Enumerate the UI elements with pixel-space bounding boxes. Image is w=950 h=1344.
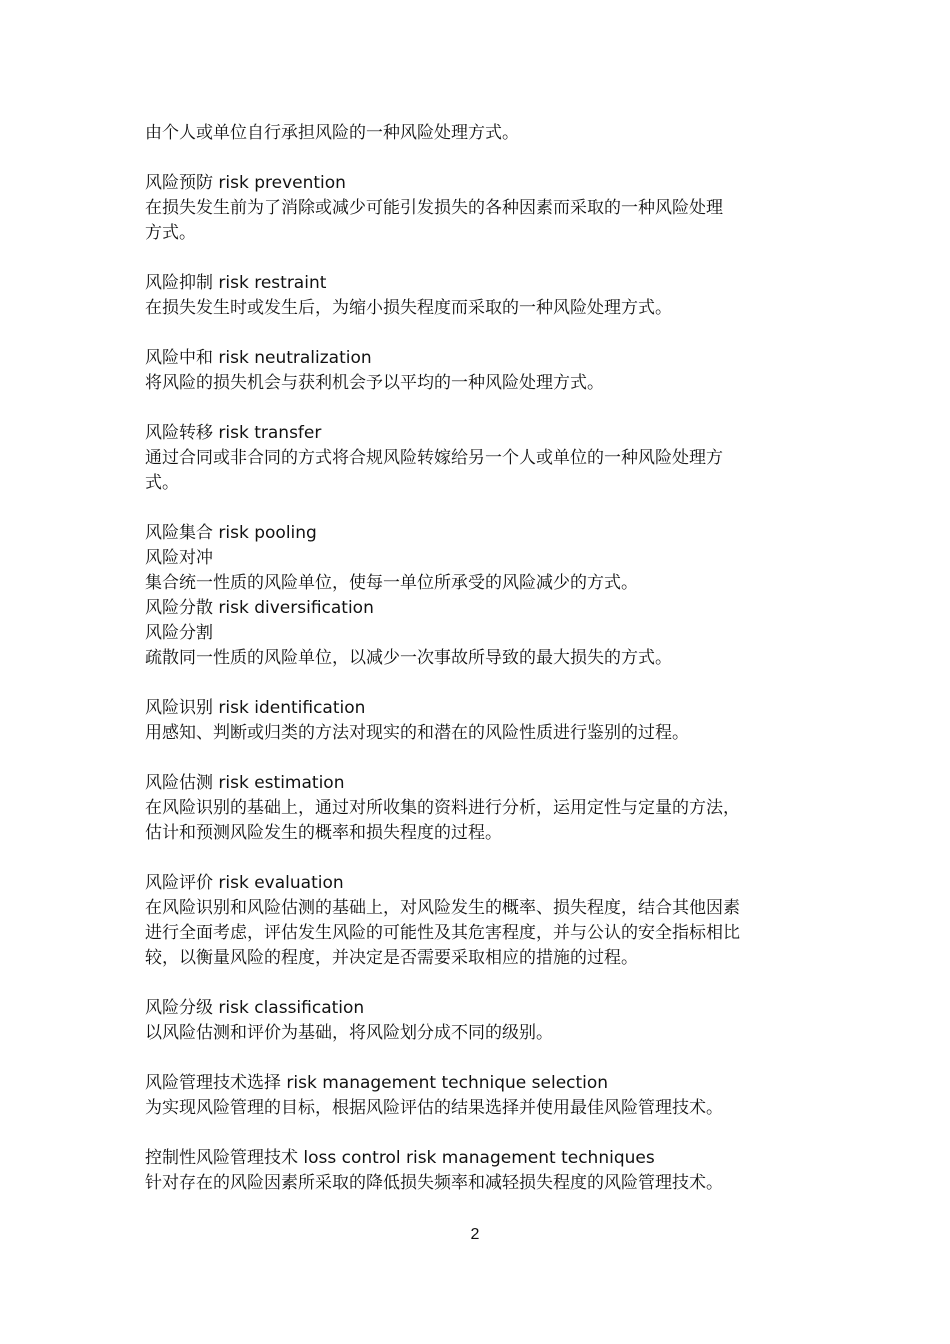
page-number: 2: [470, 1226, 480, 1243]
term-heading: 风险识别 risk identification: [145, 698, 366, 718]
blank-line: [145, 971, 825, 996]
term-heading: 风险中和 risk neutralization: [145, 348, 372, 368]
definition-line: 针对存在的风险因素所采取的降低损失频率和减轻损失程度的风险管理技术。: [145, 1173, 723, 1193]
term-heading: 控制性风险管理技术 loss control risk management techniques: [145, 1148, 655, 1168]
definition-line: 式。: [145, 473, 179, 493]
blank-line: [145, 1046, 825, 1071]
definition-line: 集合统一性质的风险单位，使每一单位所承受的风险减少的方式。: [145, 573, 638, 593]
term-heading: 风险管理技术选择 risk management technique selection: [145, 1073, 609, 1093]
definition-line: 通过合同或非合同的方式将合规风险转嫁给另一个人或单位的一种风险处理方: [145, 448, 723, 468]
definition-line: 疏散同一性质的风险单位，以减少一次事故所导致的最大损失的方式。: [145, 648, 672, 668]
blank-line: [145, 1121, 825, 1146]
definition-line: 估计和预测风险发生的概率和损失程度的过程。: [145, 823, 502, 843]
document-body: [145, 121, 825, 1196]
definition-line: 方式。: [145, 223, 196, 243]
blank-line: [145, 321, 825, 346]
definition-line: 为实现风险管理的目标，根据风险评估的结果选择并使用最佳风险管理技术。: [145, 1098, 723, 1118]
blank-line: [145, 846, 825, 871]
term-heading: 风险集合 risk pooling: [145, 523, 317, 543]
term-synonym: 风险分割: [145, 623, 213, 643]
definition-line: 在风险识别和风险估测的基础上，对风险发生的概率、损失程度，结合其他因素: [145, 898, 740, 918]
term-heading: 风险分级 risk classification: [145, 998, 365, 1018]
blank-line: [145, 746, 825, 771]
definition-line: 进行全面考虑，评估发生风险的可能性及其危害程度，并与公认的安全指标相比: [145, 923, 740, 943]
definition-line: 将风险的损失机会与获利机会予以平均的一种风险处理方式。: [145, 373, 604, 393]
term-synonym: 风险对冲: [145, 548, 213, 568]
term-heading: 风险抑制 risk restraint: [145, 273, 327, 293]
term-heading: 风险预防 risk prevention: [145, 173, 346, 193]
definition-line: 以风险估测和评价为基础，将风险划分成不同的级别。: [145, 1023, 553, 1043]
blank-line: [145, 246, 825, 271]
definition-line: 在风险识别的基础上，通过对所收集的资料进行分析，运用定性与定量的方法，: [145, 798, 740, 818]
term-heading: 风险评价 risk evaluation: [145, 873, 344, 893]
term-heading: 风险转移 risk transfer: [145, 423, 322, 443]
blank-line: [145, 396, 825, 421]
definition-line: 在损失发生时或发生后，为缩小损失程度而采取的一种风险处理方式。: [145, 298, 672, 318]
definition-line: 在损失发生前为了消除或减少可能引发损失的各种因素而采取的一种风险处理: [145, 198, 723, 218]
blank-line: [145, 671, 825, 696]
blank-line: [145, 146, 825, 171]
blank-line: [145, 496, 825, 521]
term-heading: 风险估测 risk estimation: [145, 773, 345, 793]
definition-line: 用感知、判断或归类的方法对现实的和潜在的风险性质进行鉴别的过程。: [145, 723, 689, 743]
text-line: 由个人或单位自行承担风险的一种风险处理方式。: [145, 123, 519, 143]
definition-line: 较，以衡量风险的程度，并决定是否需要采取相应的措施的过程。: [145, 948, 638, 968]
term-heading: 风险分散 risk diversification: [145, 598, 374, 618]
